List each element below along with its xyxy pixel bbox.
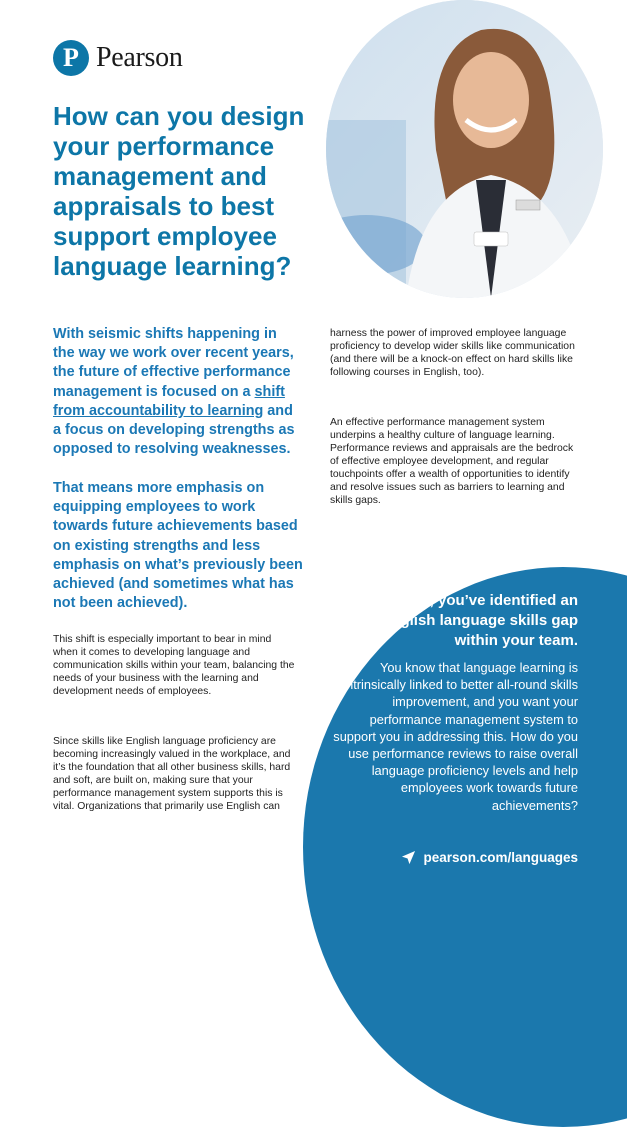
callout-circle (303, 567, 627, 1127)
receptionist-photo (326, 0, 603, 298)
intro-text-after: and a focus on developing strengths as opposed to resolving weaknesses. (53, 402, 295, 458)
intro-text-before: With seismic shifts happening in the way we work over recent years, the future of effective performance management is focused on a (53, 326, 294, 400)
column2-paragraph-1: harness the power of improved employee language proficiency to develop wider skills like communication (and there will be a knock-on effect on hard skills like following courses in English, too). (330, 328, 575, 378)
shift-link[interactable]: shift from accountability to learning (53, 383, 285, 419)
body-paragraph-2: Since skills like English language proficiency are becoming increasingly valued in the workplace, and it’s the foundation that all other business skills, hard and soft, are built on, making sure that your performance management system supports this is vital. Organizations that primarily use English can (53, 736, 291, 812)
callout-body: You know that language learning is intrinsically linked to better all-round skills improvement, and you want your performance management system to support you in addressing this. How do you use performance reviews to raise overall language proficiency levels and help employees work towards future achievements? (333, 660, 578, 813)
intro-paragraph (53, 325, 298, 459)
footer-url[interactable]: pearson.com/languages (423, 850, 578, 865)
emphasis-paragraph: That means more emphasis on equipping employees to work towards future achievements based on existing strengths and less emphasis on what’s previously been achieved (and sometimes what has not been achieved). (53, 480, 303, 612)
column2-paragraph-2: An effective performance management system underpins a healthy culture of language learning. Performance reviews and appraisals are the bedrock of effective employee development, and regular touchpoints offer a wealth of opportunities to identify and resolve issues such as barriers to learning and skills gaps. (330, 417, 574, 506)
photo-illustration (326, 0, 603, 298)
page-title: How can you design your performance management and appraisals to best support employee language learning? (53, 101, 305, 281)
footer-link[interactable] (401, 850, 578, 865)
callout-heading: So, you’ve identified an English language skills gap within your team. (381, 592, 578, 649)
pearson-logo (53, 40, 183, 76)
brand-name: Pearson (96, 42, 183, 73)
location-arrow-icon (401, 850, 416, 865)
pearson-logo-icon: P (53, 40, 89, 76)
body-paragraph-1: This shift is especially important to bear in mind when it comes to developing language and communication skills within your team, balancing the needs of your business with the learning and development needs of employees. (53, 634, 295, 697)
